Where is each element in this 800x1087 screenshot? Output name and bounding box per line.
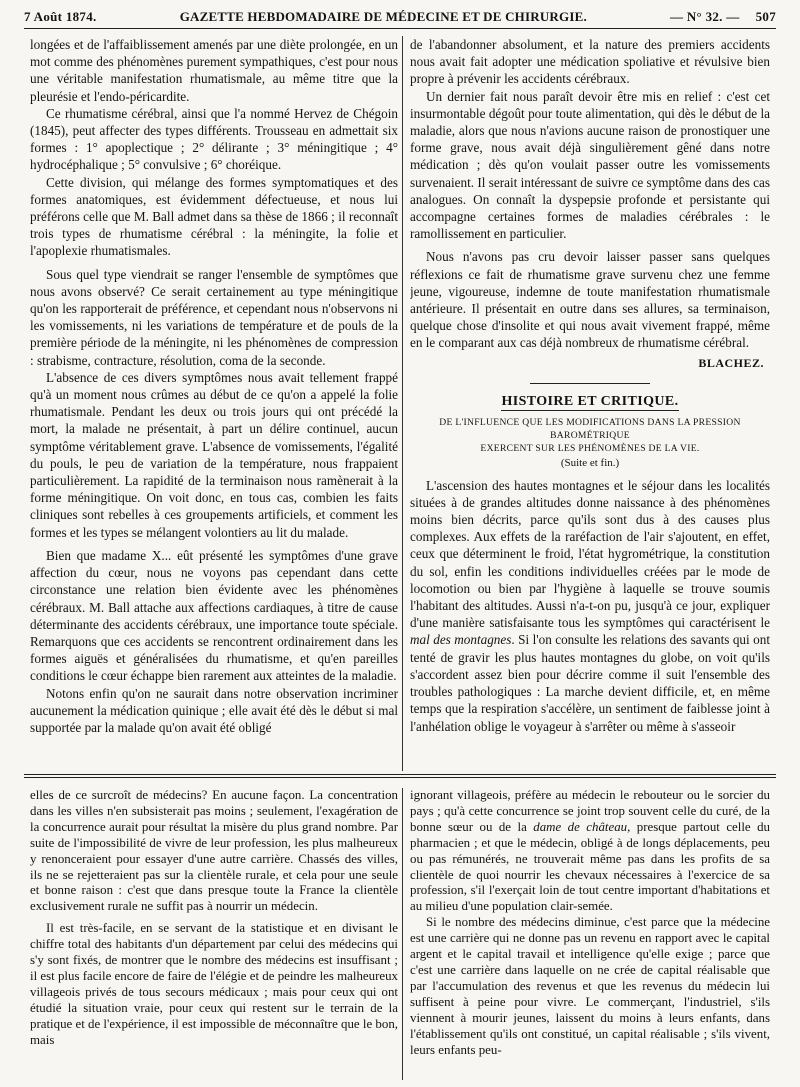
italic-term: mal des montagnes [410, 632, 512, 648]
paragraph: Si le nombre des médecins diminue, c'est parce que la médecine est une carrière qui ne donne pas un revenu en rapport avec le capital argent et le capital travail et intelligence qu'elle exige ; parce que c'est une carrière dans laquelle on ne crée de capital réalisable que par l'accumulation des revenus et que les revenus du médecin lui suffisent à peine pour vivre. Le commerçant, l'industriel, s'ils viennent à mourir jeunes, laissent du moins à leurs enfants, dans l'établissement qu'ils ont constitué, un capital réalisable ; s'ils vivent, leurs enfants peu- [410, 915, 770, 1057]
header-right [670, 9, 776, 25]
paragraph: L'absence de ces divers symptômes nous avait tellement frappé qu'à un moment nous crûmes au début de ce qu'on a appelé la folie rhumatismale. Pendant les deux ou trois jours qui ont précédé la mort, la malade ne présentait, à part un délire continuel, aucun symptôme véritablement grave. L'absence de vomissements, l'égalité du pouls, le peu de variation de la température, nous frappaient particulièrement. La rapidité de la terminaison nous ramènerait à la forme méningitique. On voit donc, en tous cas, combien les faits cliniques sont rebelles à ces groupements artificiels, et comment les formes et les types se mélangent volontiers au lit du malade. [30, 369, 398, 540]
lower-section [0, 788, 800, 1080]
section-rule-top [24, 774, 776, 775]
paragraph [410, 788, 770, 915]
paragraph: Cette division, qui mélange des formes symptomatiques et des formes anatomiques, est évidemment défectueuse, et nous lui préférons celle que M. Ball admet dans sa thèse de 1866 ; il reconnaît trois types de rhumatisme cérébral : la méningite, la folie et l'apoplexie rhumatismales. [30, 174, 398, 259]
author-signature: BLACHEZ. [698, 355, 764, 370]
article-subtitle-line-2: EXERCENT SUR LES PHÉNOMÈNES DE LA VIE. [480, 442, 700, 454]
text-run: ignorant villageois, préfère au médecin le rebouteur ou le sorcier du pays ; qu'à cette concurrence se joint trop souvent celle du curé, de la bonne sœur ou de la [410, 788, 770, 834]
paragraph: Nous n'avons pas cru devoir laisser passer sans quelques réflexions ce fait de rhumatisme grave survenu chez une femme jeune, vigoureuse, indemne de toute manifestation rhumatismale antérieure. Il présentait en outre dans ses allures, sa terminaison, quelque chose d'insolite et qui nous avait vivement frappé, même en le comparant aux cas déjà nombreux de rhumatisme cérébral. [410, 249, 770, 351]
upper-left-column [30, 36, 398, 771]
section-separator [530, 383, 650, 384]
paragraph: elles de ce surcroît de médecins? En aucune façon. La concentration dans les villes n'en subsisterait pas moins ; seulement, l'exagération de la concurrence aurait pour résultat la misère du plus grand nombre. Par suite de l'impossibilité de vivre de leur profession, les plus malheureux y renonceraient pour essayer d'une autre carrière. Chassés des villes, ils ne se rejetteraient pas sur la clientèle rurale, et cela pour une seule et bonne raison : c'est que dans presque toute la France la clientèle exclusivement rurale ne suffit pas à nourrir un médecin. [30, 788, 398, 914]
paragraph: Notons enfin qu'on ne saurait dans notre observation incriminer aucunement la médication quinique ; elle avait été dès le début si mal supportée par la malade qu'on avait été obligé [30, 685, 398, 735]
italic-term: dame de château [533, 819, 628, 834]
text-run: . Si l'on consulte les relations des savants qui ont tenté de gravir les plus hautes montagnes du globe, on voit qu'ils s'accordent assez bien pour décrire comme il suit l'ensemble des troubles pathologiques : La marche devient difficile, et, en même temps que la respiration s'accélère, un sentiment de faiblesse joint à l'anhélation oblige le voyageur à s'arrêter ou même à s'asseoir [410, 632, 770, 734]
text-run: , presque partout celle du pharmacien ; et que le médecin, obligé à de longs déplacements, peu ou pas rémunérés, ne trouverait même pas dans les profits de sa clientèle de quoi nourrir les chevaux nécessaires à l'exercice de sa profession, s'il l'exerçait loin de tout centre important d'habitations et au milieu d'une population clair-semée. [410, 819, 770, 914]
rubric-title: HISTOIRE ET CRITIQUE. [501, 393, 679, 409]
column-divider [402, 36, 403, 771]
lower-left-column [30, 788, 398, 1080]
paragraph: Bien que madame X... eût présenté les symptômes d'une grave affection du cœur, nous ne voyons pas cependant dans cette circonstance une relation bien évidente avec les phénomènes cérébraux. M. Ball attache aux affections cardiaques, à titre de cause déterminante des accidents cérébraux, une importance toute spéciale. Remarquons que ces accidents se rencontrent ordinairement dans les formes aiguës et généralisées du rhumatisme, et qu'en pareilles conditions le cœur échappe bien rarement aux atteintes de la maladie. [30, 547, 398, 684]
article-subtitle-line-1: DE L'INFLUENCE QUE LES MODIFICATIONS DANS LA PRESSION BAROMÉTRIQUE [439, 416, 741, 441]
paragraph: de l'abandonner absolument, et la nature des premiers accidents nous avait fait adopter une médication spoliative et révulsive bien propre à prévenir les accidents cérébraux. [410, 37, 770, 87]
lower-right-column [410, 788, 770, 1080]
journal-title: GAZETTE HEBDOMADAIRE DE MÉDECINE ET DE CHIRURGIE. [179, 9, 587, 24]
page-header [24, 6, 776, 29]
issue-number: — N° 32. — [670, 9, 740, 24]
text-run: L'ascension des hautes montagnes et le séjour dans les localités situées à de grandes altitudes donne naissance à des phénomènes moins bien décrits, parce qu'ils sont dus à des causes plus complexes. Aux effets de la raréfaction de l'air s'ajoutent, en effet, ceux que déterminent le froid, l'état hygrométrique, la constitution du sol, enfin les conditions individuelles créées par le mode de locomotion ou bien par l'hygiène à laquelle se trouve soumis l'habitant des altitudes. Aussi n'a-t-on pu, jusqu'à ce jour, expliquer d'une manière satisfaisante tous les symptômes qui caractérisent le [410, 477, 770, 631]
paragraph: longées et de l'affaiblissement amenés par une diète prolongée, en un mot comme des phénomènes purement sympathiques, c'est pour nous une véritable manifestation rhumatismale, au même titre que la pleurésie et l'endo-péricardite. [30, 37, 398, 104]
paragraph: Sous quel type viendrait se ranger l'ensemble de symptômes que nous avons observé? Ce serait certainement au type méningitique qu'on les rapporterait de préférence, et cependant nous n'observons ni les vomissements, ni les variations de température et de pouls de la première période de la méningite, ni les phénomènes de compression : strabisme, contracture, résolution, coma de la seconde. [30, 266, 398, 368]
upper-section [0, 36, 800, 771]
paragraph: Il est très-facile, en se servant de la statistique et en divisant le chiffre total des habitants d'un département par celui des médecins qui s'y sont fixés, de montrer que le nombre des médecins est insuffisant ; il est plus facile encore de faire de l'élégie et de peindre les malheureux villageois privés de tous secours médicaux ; mais pour ceux qui ont étudié la situation vraie, pour ceux qui restent sur le terrain de la pratique et de l'expérience, il est impossible de méconnaître que le bon, mais [30, 921, 398, 1047]
paragraph: Un dernier fait nous paraît devoir être mis en relief : c'est cet insurmontable dégoût pour toute alimentation, qui dès le début de la maladie, alors que nous n'avions aucune raison de pronostiquer une forme grave, nous avait déjà singulièrement gêné dans notre médication ; dès qu'on voulait passer outre les vomissements survenaient. Il serait intéressant de suivre ce symptôme dans des cas analogues. On connaît la dyspepsie profonde et persistante qui accompagne certaines formes de maladies cérébrales : le ramollissement en particulier. [410, 88, 770, 242]
column-divider [402, 788, 403, 1080]
page-number: 507 [755, 9, 776, 24]
paragraph: Ce rhumatisme cérébral, ainsi que l'a nommé Hervez de Chégoin (1845), peut affecter des types différents. Trousseau en admettait six formes : 1° apoplectique ; 2° délirante ; 3° méningitique ; 4° hydrocéphalique ; 5° convulsive ; 6° choréique. [30, 105, 398, 173]
issue-date: 7 Août 1874. [24, 9, 97, 24]
section-rule-bottom [24, 777, 776, 778]
upper-right-column [410, 36, 770, 771]
rubric-heading [410, 394, 770, 410]
paragraph [410, 477, 770, 735]
continuation-note: (Suite et fin.) [560, 456, 620, 469]
